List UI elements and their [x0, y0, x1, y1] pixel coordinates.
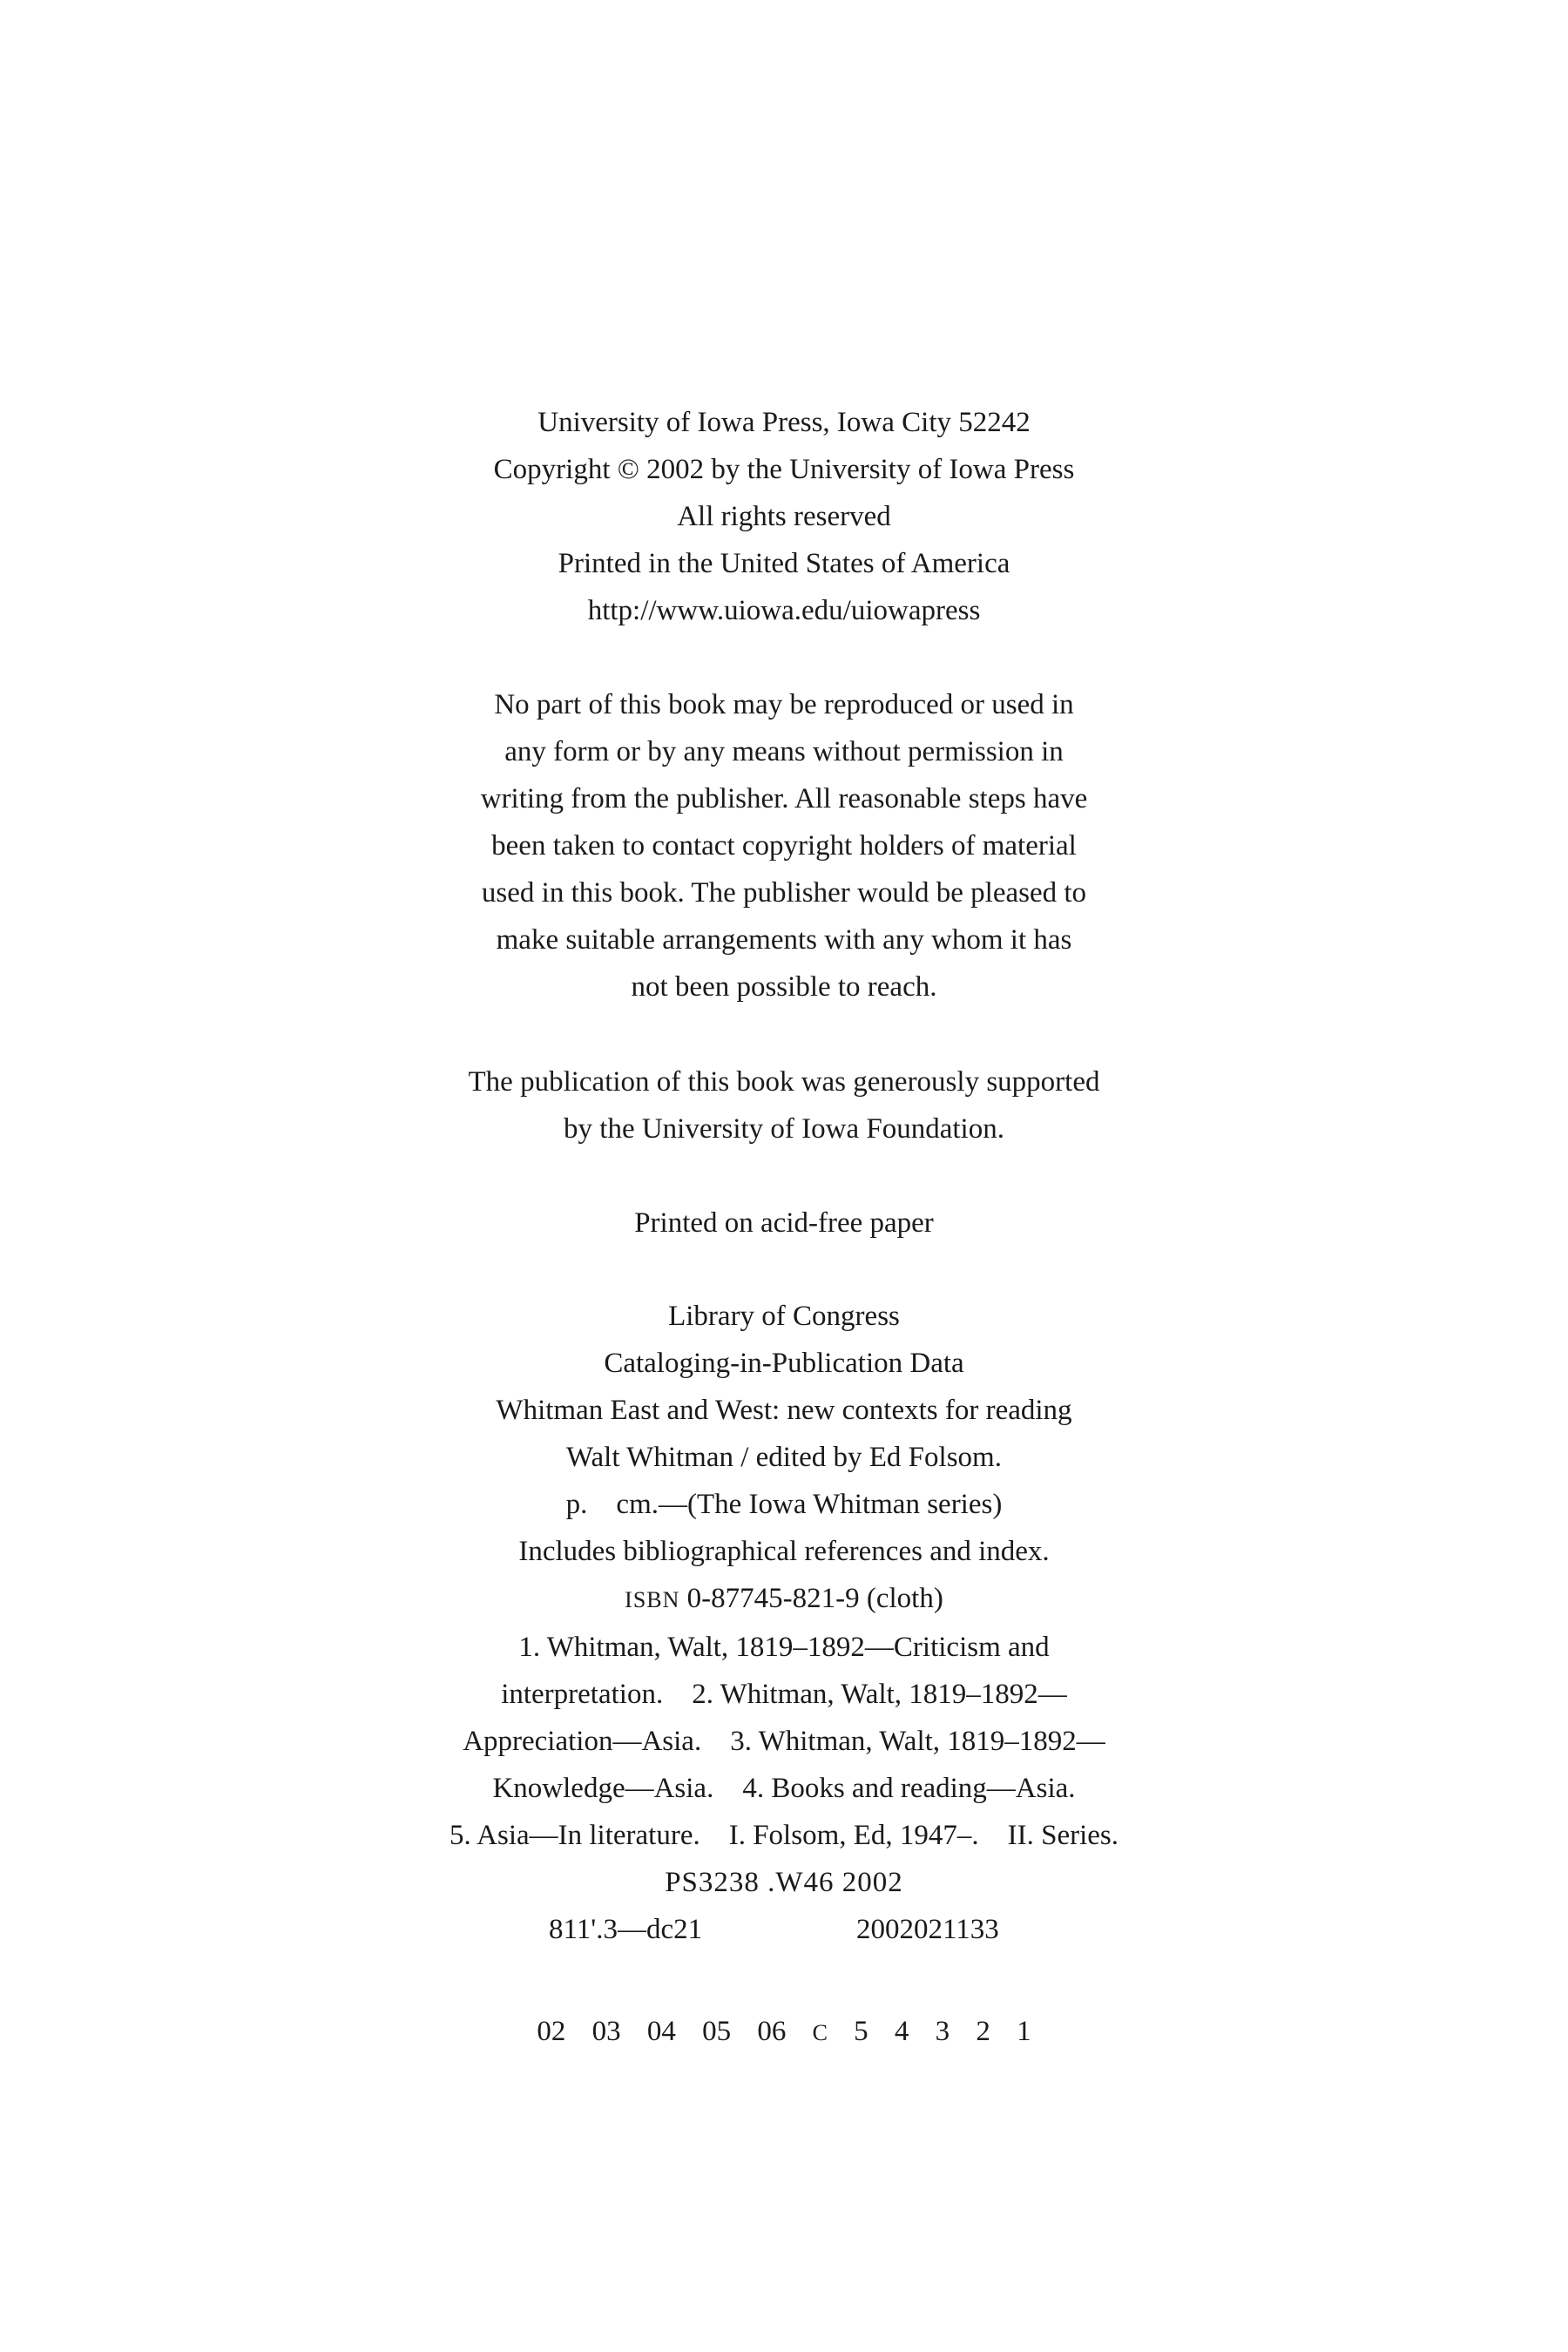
- cip-heading: Cataloging-in-Publication Data: [604, 1348, 964, 1379]
- rights-line: No part of this book may be reproduced or used in: [494, 689, 1074, 720]
- cip-block: [0, 1293, 1568, 1953]
- print-line: [0, 2008, 1568, 2057]
- print-line-item: 3: [935, 2016, 950, 2047]
- support-line: by the University of Iowa Foundation.: [564, 1113, 1004, 1145]
- rights-notice-block: [0, 681, 1568, 1010]
- copyright-line: Copyright © 2002 by the University of Iowa Press: [493, 454, 1075, 485]
- cip-subject-line: Knowledge—Asia. 4. Books and reading—Asia.: [492, 1773, 1076, 1804]
- cip-isbn-line: [0, 1575, 1568, 1624]
- print-line-item: 4: [894, 2016, 909, 2047]
- print-line-item: C: [812, 2020, 828, 2045]
- rights-line: not been possible to reach.: [631, 971, 937, 1003]
- print-line-item: 04: [646, 2016, 676, 2047]
- rights-line: make suitable arrangements with any whom it has: [496, 924, 1072, 956]
- rights-line: any form or by any means without permission in: [504, 736, 1064, 767]
- cip-subject-line: interpretation. 2. Whitman, Walt, 1819–1892—: [501, 1679, 1067, 1710]
- cip-series-line: p. cm.—(The Iowa Whitman series): [565, 1489, 1003, 1520]
- cip-subject-line: Appreciation—Asia. 3. Whitman, Walt, 1819–1892—: [463, 1726, 1105, 1757]
- paper-note-block: [0, 1200, 1568, 1247]
- cip-title-line: Whitman East and West: new contexts for reading: [496, 1395, 1072, 1426]
- print-line-item: 5: [854, 2016, 868, 2047]
- rights-line: used in this book. The publisher would be pleased to: [481, 877, 1087, 909]
- cip-subject-line: 1. Whitman, Walt, 1819–1892—Criticism and: [518, 1632, 1050, 1663]
- isbn-label: ISBN: [625, 1587, 680, 1612]
- dewey-number: 811'.3—dc21: [549, 1914, 703, 1945]
- cip-title-line: Walt Whitman / edited by Ed Folsom.: [566, 1442, 1002, 1473]
- paper-note: Printed on acid-free paper: [634, 1207, 934, 1239]
- cip-heading: Library of Congress: [668, 1301, 900, 1332]
- printed-in-line: Printed in the United States of America: [558, 548, 1010, 579]
- print-line-item: 06: [757, 2016, 787, 2047]
- publisher-block: [0, 399, 1568, 634]
- isbn-value: 0-87745-821-9 (cloth): [686, 1583, 943, 1614]
- print-line-item: 02: [537, 2016, 566, 2047]
- support-line: The publication of this book was generously supported: [468, 1066, 1100, 1098]
- print-line-item: 2: [976, 2016, 990, 2047]
- website-url: http://www.uiowa.edu/uiowapress: [587, 595, 981, 626]
- print-line-item: 1: [1017, 2016, 1031, 2047]
- cip-bibliography-line: Includes bibliographical references and index.: [518, 1536, 1050, 1567]
- print-line-item: 05: [702, 2016, 732, 2047]
- rights-reserved-line: All rights reserved: [677, 501, 891, 532]
- call-number: PS3238 .W46 2002: [665, 1867, 903, 1898]
- rights-line: been taken to contact copyright holders of material: [491, 830, 1077, 862]
- rights-line: writing from the publisher. All reasonable steps have: [480, 783, 1088, 814]
- publisher-line: University of Iowa Press, Iowa City 52242: [537, 407, 1031, 438]
- support-block: [0, 1058, 1568, 1152]
- classification-row: [0, 1906, 1568, 1953]
- cip-subject-line: 5. Asia—In literature. I. Folsom, Ed, 1947–. II. Series.: [449, 1820, 1119, 1851]
- lccn-number: 2002021133: [856, 1914, 999, 1945]
- print-line-item: 03: [591, 2016, 621, 2047]
